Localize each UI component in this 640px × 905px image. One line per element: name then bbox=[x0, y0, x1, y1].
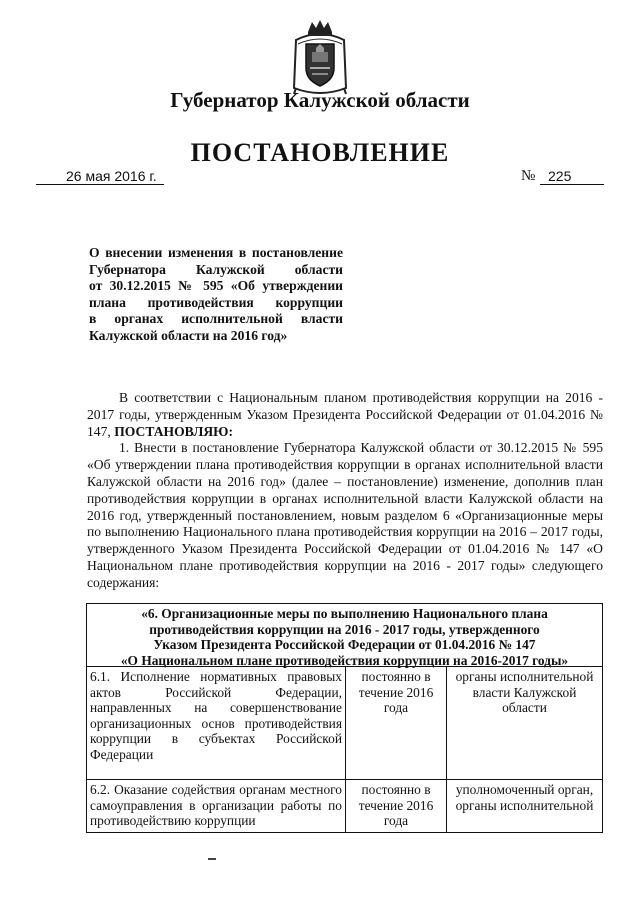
preamble-text: В соответствии с Национальным планом противодействия коррупции на 2016 - 2017 годы, утвержденным Указом Президента Российской Федерации от 01.04.2016 № 147, bbox=[87, 390, 603, 439]
body-paragraph-preamble bbox=[87, 390, 603, 440]
document-date: 26 мая 2016 г. bbox=[36, 168, 164, 185]
table-row bbox=[87, 667, 603, 780]
term-cell: постоянно в течение 2016 года bbox=[346, 780, 447, 833]
annex-header-line: противодействия коррупции на 2016 - 2017 годы, утвержденного bbox=[149, 621, 540, 637]
subject-line: Калужской области на 2016 год» bbox=[89, 327, 288, 343]
number-sign: № bbox=[521, 168, 536, 184]
subject-line: Губернатора Калужской области bbox=[89, 261, 343, 277]
executor-cell: органы исполнительной власти Калужской области bbox=[447, 667, 603, 780]
scan-speck bbox=[208, 858, 216, 860]
term-cell: постоянно в течение 2016 года bbox=[346, 667, 447, 780]
subject-line: в органах исполнительной власти bbox=[89, 311, 343, 327]
document-type-title: ПОСТАНОВЛЕНИЕ bbox=[190, 138, 450, 167]
decree-body bbox=[87, 390, 603, 592]
coat-of-arms-emblem bbox=[290, 18, 350, 98]
executor-cell: уполномоченный орган, органы исполнительной bbox=[447, 780, 603, 833]
annex-header-line: «6. Организационные меры по выполнению Национального плана bbox=[141, 606, 548, 621]
governor-title: Губернатор Калужской области bbox=[170, 88, 470, 112]
table-row bbox=[87, 780, 603, 833]
measures-table bbox=[86, 666, 603, 833]
annex-header-line: Указом Президента Российской Федерации от 01.04.2016 № 147 bbox=[153, 637, 536, 652]
body-paragraph-item-1: 1. Внести в постановление Губернатора Калужской области от 30.12.2015 № 595 «Об утверждении плана противодействия коррупции в органах исполнительной власти Калужской области на 2016 год» (далее – постановление) изменение, дополнив план противодействия коррупции в органах исполнительной власти Калужской области на 2016 год, утвержденный постановлением, новым разделом 6 «Организационные меры по выполнению Национального плана противодействия коррупции на 2016 – 2017 годы, утвержденного Указом Президента Российской Федерации от 01.04.2016 № 147 «О Национальном плане противодействия коррупции на 2016 - 2017 годы» следующего содержания: bbox=[87, 440, 603, 590]
document-number: 225 bbox=[540, 168, 604, 185]
measure-cell: 6.1. Исполнение нормативных правовых актов Российской Федерации, направленных на совершенствование организационных основ противодействия коррупции в субъектах Российской Федерации bbox=[87, 667, 346, 780]
annex-header-line: «О Национальном плане противодействия коррупции на 2016-2017 годы» bbox=[120, 652, 569, 668]
resolve-keyword: ПОСТАНОВЛЯЮ: bbox=[114, 423, 233, 439]
subject-line: О внесении изменения в постановление bbox=[89, 245, 343, 260]
measure-cell: 6.2. Оказание содействия органам местного самоуправления в организации работы по противодействию коррупции bbox=[87, 780, 346, 833]
decree-subject bbox=[89, 245, 343, 345]
subject-line: от 30.12.2015 № 595 «Об утверждении bbox=[89, 278, 343, 294]
annex-section-header bbox=[86, 603, 603, 666]
subject-line: плана противодействия коррупции bbox=[89, 294, 343, 310]
